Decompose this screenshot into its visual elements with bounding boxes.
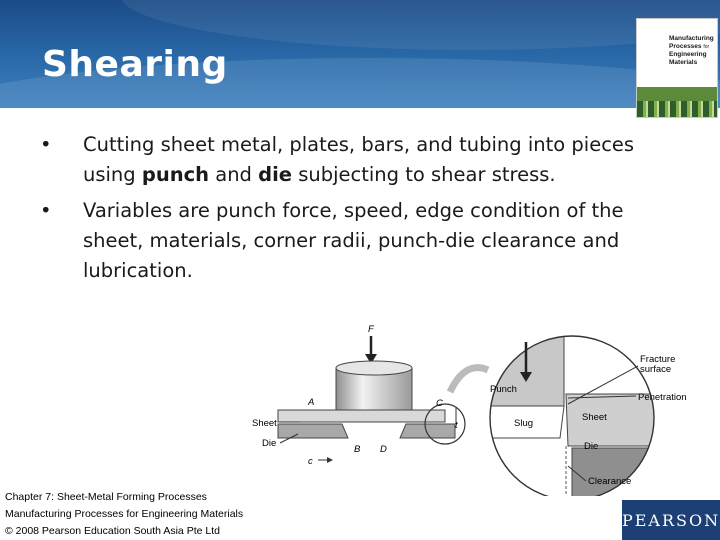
- force-label: F: [368, 324, 374, 335]
- footer-chapter: Chapter 7: Sheet-Metal Forming Processes: [5, 491, 207, 503]
- die-left: [278, 424, 348, 438]
- shearing-diagram: [250, 318, 720, 496]
- slide-footer: [5, 489, 243, 540]
- footer-book: Manufacturing Processes for Engineering Materials: [5, 508, 244, 520]
- clearance-label: Clearance: [588, 476, 632, 487]
- fracture-label: Fracture: [640, 354, 676, 365]
- bullet-item: • Variables are punch force, speed, edge condition of the sheet, materials, corner radii, punch-die clearance and lubrication.: [40, 196, 680, 286]
- slide-title: Shearing: [42, 44, 228, 85]
- header-swoosh: [120, 0, 720, 50]
- point-d-label: D: [380, 444, 387, 455]
- footer-copyright: © 2008 Pearson Education South Asia Pte Ltd: [5, 525, 220, 537]
- detail-slug-label: Slug: [514, 418, 534, 429]
- bullet-marker: •: [40, 133, 52, 156]
- thickness-t-label: t: [455, 420, 458, 431]
- magnify-arrow: [450, 368, 488, 392]
- book-cover-strip: [637, 87, 718, 101]
- book-cover-photo: [637, 101, 718, 118]
- detail-die-label: Die: [584, 441, 599, 452]
- bullet-marker: •: [40, 199, 52, 222]
- die-label: Die: [262, 438, 277, 449]
- book-cover-title: Manufacturing Processes for Engineering Materials: [669, 35, 714, 66]
- sheet-label: Sheet: [252, 418, 277, 429]
- point-a-label: A: [308, 397, 315, 408]
- point-c-label: C: [436, 398, 443, 409]
- pearson-logo: PEARSON: [622, 500, 720, 540]
- clearance-c-label: c: [308, 456, 313, 467]
- die-right: [400, 424, 455, 438]
- sheet-strip: [278, 410, 445, 422]
- bullet-list: [40, 130, 680, 292]
- bullet-item: • Cutting sheet metal, plates, bars, and tubing into pieces using punch and die subjecting to shear stress.: [40, 130, 680, 190]
- book-cover-image: [636, 18, 718, 118]
- penetration-label: Penetration: [638, 392, 687, 403]
- detail-punch-label: Punch: [490, 384, 517, 395]
- detail-view: [488, 336, 656, 496]
- point-b-label: B: [354, 444, 361, 455]
- fracture-surface-label: surface: [640, 364, 672, 375]
- punch-top: [336, 361, 412, 375]
- detail-sheet-label: Sheet: [582, 412, 607, 423]
